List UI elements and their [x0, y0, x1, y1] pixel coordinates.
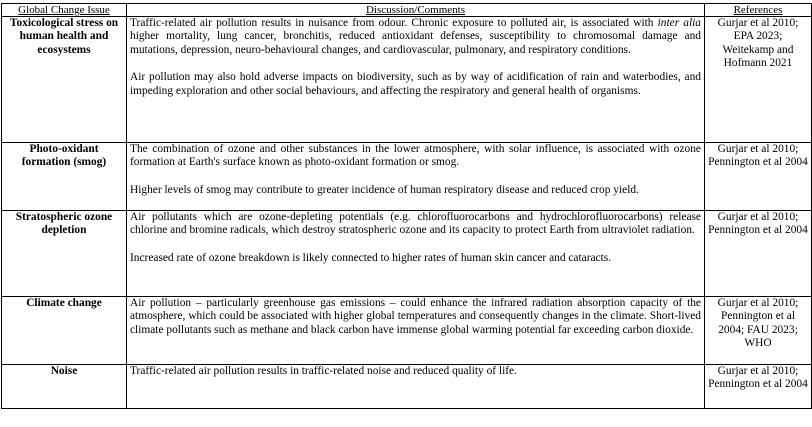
references-cell: Gurjar et al 2010; Pennington et al 2004 — [705, 365, 812, 409]
discussion-paragraph — [130, 297, 701, 337]
discussion-paragraph — [130, 143, 701, 170]
discussion-text: Air pollution may also hold adverse impacts on biodiversity, such as by way of acidification of rain and waterbodies, and impeding exploration and other social behaviours, and affecting the respiratory and general health of organisms. — [130, 71, 701, 97]
global-change-table — [1, 3, 812, 409]
references-cell: Gurjar et al 2010; EPA 2023; Weitekamp and Hofmann 2021 — [705, 17, 812, 143]
discussion-text: Air pollutants which are ozone-depleting potentials (e.g. chlorofluorocarbons and hydrochlorofluorocarbons) release chlorine and bromine radicals, which destroy stratospheric ozone and its capacity to protect Earth from ultraviolet radiation. — [130, 211, 701, 237]
discussion-italic-text: inter alia — [657, 17, 701, 29]
discussion-paragraph — [130, 252, 701, 265]
discussion-cell — [127, 143, 705, 211]
discussion-text: Increased rate of ozone breakdown is likely connected to higher rates of human skin cancer and cataracts. — [130, 251, 612, 264]
discussion-text: The combination of ozone and other substances in the lower atmosphere, with solar influence, is associated with ozone formation at Earth's surface known as photo-oxidant formation or smog. — [130, 143, 701, 169]
table-row — [2, 17, 812, 143]
issue-cell: Photo-oxidant formation (smog) — [2, 143, 127, 211]
discussion-cell — [127, 365, 705, 409]
references-cell: Gurjar et al 2010; Pennington et al 2004; FAU 2023; WHO — [705, 297, 812, 365]
header-global-change-issue: Global Change Issue — [2, 4, 127, 17]
discussion-cell — [127, 211, 705, 297]
issue-cell: Noise — [2, 365, 127, 409]
header-discussion-comments: Discussion/Comments — [127, 4, 705, 17]
table-row — [2, 143, 812, 211]
table-row — [2, 365, 812, 409]
discussion-paragraph — [130, 71, 701, 98]
discussion-text: Traffic-related air pollution results in nuisance from odour. Chronic exposure to polluted air, is associated with — [130, 17, 658, 29]
discussion-paragraph — [130, 211, 701, 238]
discussion-paragraph — [130, 184, 701, 197]
discussion-text: Air pollution – particularly greenhouse gas emissions – could enhance the infrared radiation absorption capacity of the atmosphere, which could be associated with higher global temperatures and consequently changes in the climate. Short-lived climate pollutants such as methane and black carbon have immense global warming potential far exceeding carbon dioxide. — [130, 297, 701, 336]
discussion-text: higher mortality, lung cancer, bronchitis, reduced antioxidant defenses, susceptibility to chromosomal damage and mutations, depression, neuro-behavioural changes, and cardiovascular, pulmonary, and respiratory conditions. — [130, 30, 701, 56]
discussion-text: Traffic-related air pollution results in traffic-related noise and reduced quality of life. — [130, 365, 517, 377]
issue-cell: Toxicological stress on human health and ecosystems — [2, 17, 127, 143]
discussion-cell — [127, 17, 705, 143]
table-row — [2, 297, 812, 365]
discussion-text: Higher levels of smog may contribute to greater incidence of human respiratory disease and reduced crop yield. — [130, 183, 639, 196]
table-header-row — [2, 4, 812, 17]
table-row — [2, 211, 812, 297]
discussion-cell — [127, 297, 705, 365]
header-references: References — [705, 4, 812, 17]
references-cell: Gurjar et al 2010; Pennington et al 2004 — [705, 143, 812, 211]
issue-cell: Stratospheric ozone depletion — [2, 211, 127, 297]
discussion-paragraph — [130, 17, 701, 57]
references-cell: Gurjar et al 2010; Pennington et al 2004 — [705, 211, 812, 297]
discussion-paragraph — [130, 365, 701, 378]
issue-cell: Climate change — [2, 297, 127, 365]
